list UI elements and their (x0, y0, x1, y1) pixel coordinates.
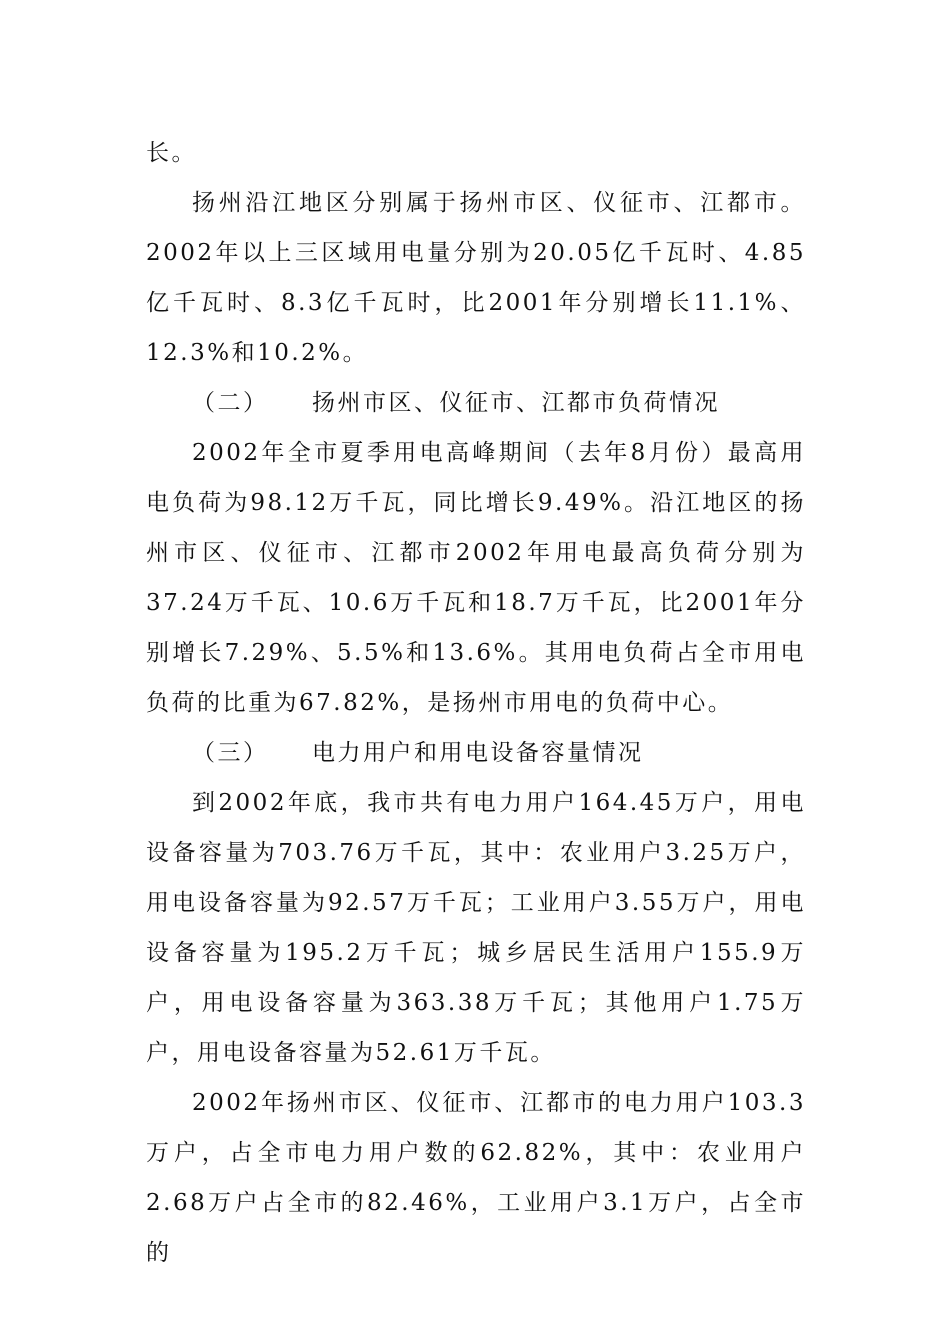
section-heading-users (146, 728, 806, 778)
paragraph-riverside-users: 2002年扬州市区、仪征市、江都市的电力用户103.3万户，占全市电力用户数的62.82%，其中：农业用户2.68万户占全市的82.46%，工业用户3.1万户，占全市的 (146, 1090, 806, 1266)
section-title: 扬州市区、仪征市、江都市负荷情况 (312, 390, 720, 416)
section-heading-load (146, 378, 806, 428)
paragraph-load: 2002年全市夏季用电高峰期间（去年8月份）最高用电负荷为98.12万千瓦，同比增长9.49%。沿江地区的扬州市区、仪征市、江都市2002年用电最高负荷分别为37.24万千瓦、10.6万千瓦和18.7万千瓦，比2001年分别增长7.29%、5.5%和13.6%。其用电负荷占全市用电负荷的比重为67.82%，是扬州市用电的负荷中心。 (146, 440, 806, 716)
paragraph-continuation: 长。 (146, 140, 197, 166)
section-title: 电力用户和用电设备容量情况 (312, 740, 644, 766)
paragraph-users-capacity: 到2002年底，我市共有电力用户164.45万户，用电设备容量为703.76万千瓦，其中：农业用户3.25万户，用电设备容量为92.57万千瓦；工业用户3.55万户，用电设备容量为195.2万千瓦；城乡居民生活用户155.9万户，用电设备容量为363.38万千瓦；其他用户1.75万户，用电设备容量为52.61万千瓦。 (146, 790, 806, 1066)
section-number: （二） (192, 390, 269, 416)
paragraph-electricity-consumption: 扬州沿江地区分别属于扬州市区、仪征市、江都市。2002年以上三区域用电量分别为20.05亿千瓦时、4.85亿千瓦时、8.3亿千瓦时，比2001年分别增长11.1%、12.3%和10.2%。 (146, 190, 806, 366)
section-number: （三） (192, 740, 269, 766)
document-page (146, 128, 806, 1278)
